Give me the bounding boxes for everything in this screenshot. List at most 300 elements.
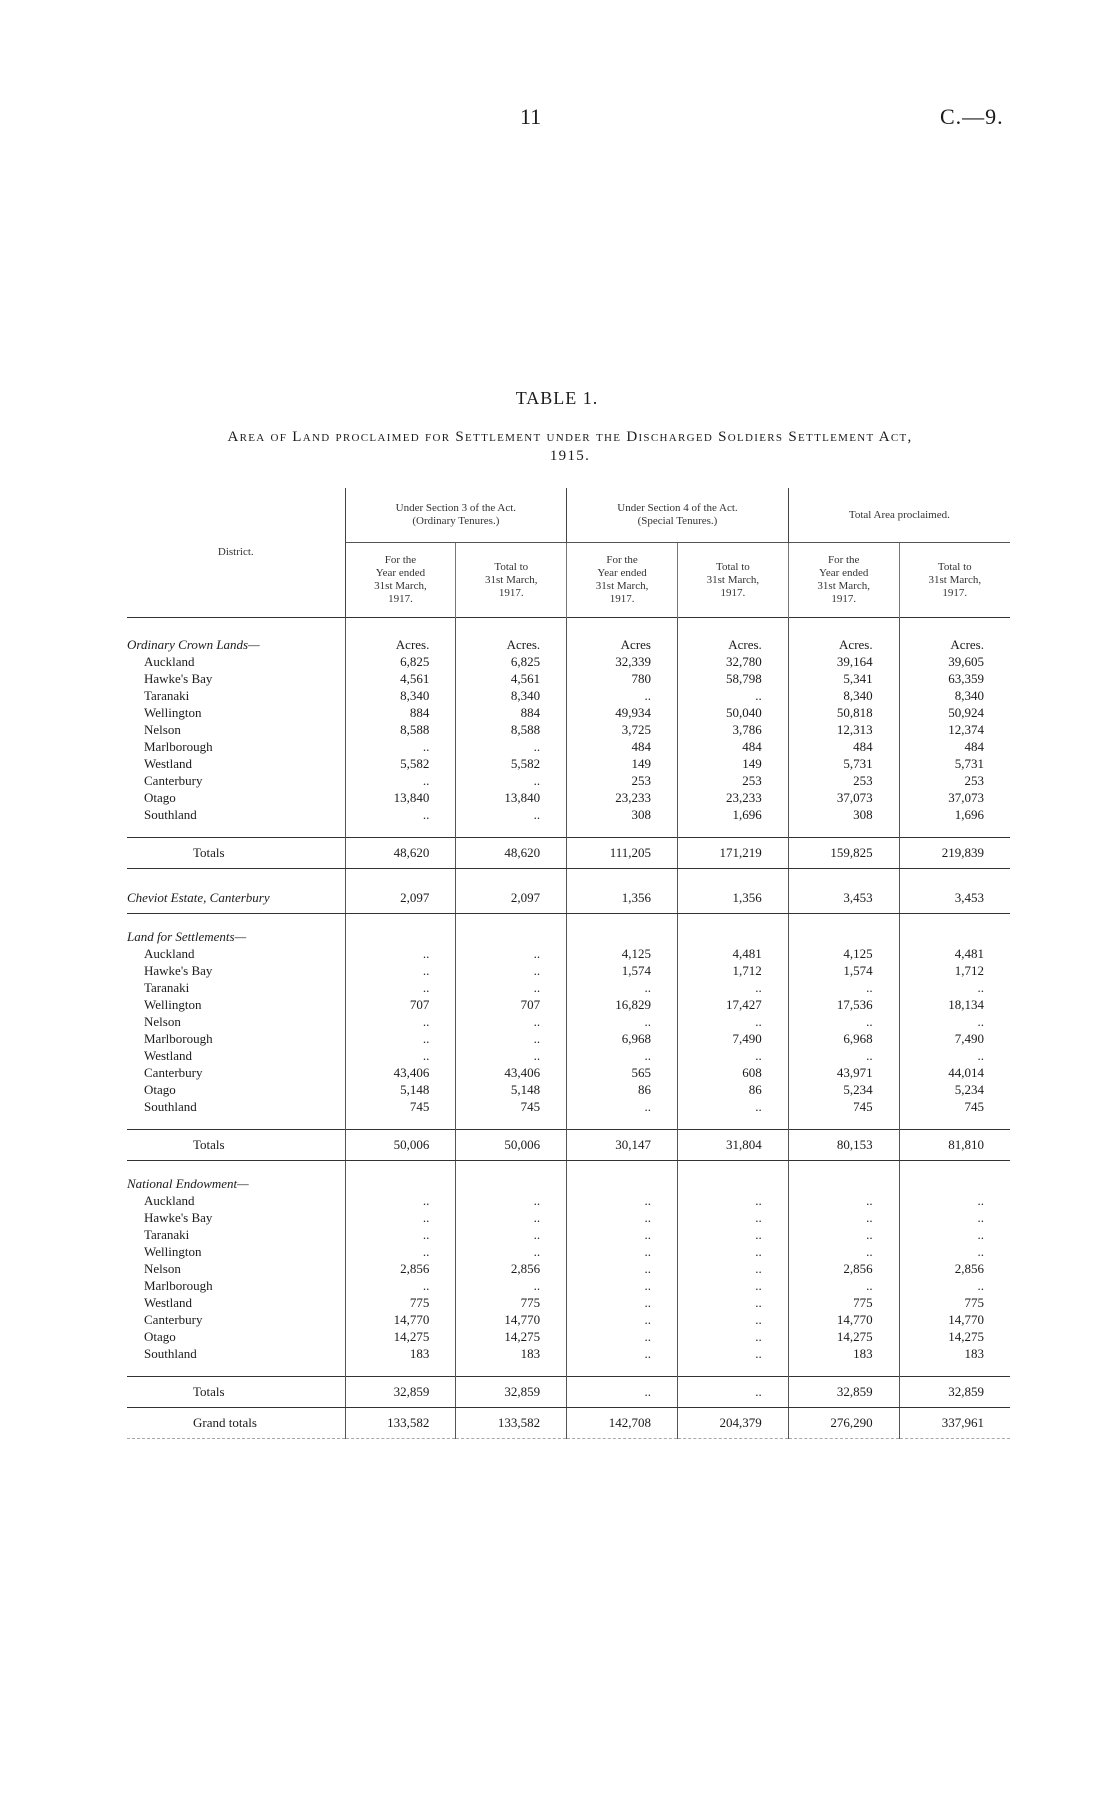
area-value: ..: [456, 1209, 567, 1226]
area-value: 484: [567, 738, 678, 755]
page-number: 11: [520, 104, 542, 129]
area-value: 707: [345, 996, 456, 1013]
district-column-header: District.: [127, 488, 345, 618]
area-value: ..: [677, 1294, 788, 1311]
area-value: 707: [456, 996, 567, 1013]
area-value: 3,786: [677, 721, 788, 738]
unit-label: Acres: [567, 618, 678, 654]
area-value: 32,339: [567, 653, 678, 670]
total-value: 50,006: [456, 1130, 567, 1161]
table-row: [127, 1345, 1010, 1362]
area-value: ..: [345, 1226, 456, 1243]
section-title: Ordinary Crown Lands—: [127, 637, 260, 652]
district-name: Taranaki: [144, 688, 190, 703]
group-header-section-3: Under Section 3 of the Act. (Ordinary Tenures.): [345, 488, 567, 543]
area-value: 17,427: [677, 996, 788, 1013]
total-value: 32,859: [788, 1377, 899, 1408]
area-value: ..: [899, 1013, 1010, 1030]
area-value: 43,406: [456, 1064, 567, 1081]
area-value: ..: [677, 1260, 788, 1277]
area-value: 2,856: [788, 1260, 899, 1277]
table-row: [127, 772, 1010, 789]
area-value: 183: [788, 1345, 899, 1362]
district-name: Taranaki: [144, 980, 190, 995]
area-value: ..: [456, 1013, 567, 1030]
district-name: Otago: [144, 1082, 176, 1097]
area-value: 183: [456, 1345, 567, 1362]
grand-total-value: 276,290: [788, 1408, 899, 1439]
area-value: ..: [567, 1243, 678, 1260]
section-heading-row: [127, 914, 1010, 946]
area-value: 14,770: [788, 1311, 899, 1328]
table-row: [127, 1311, 1010, 1328]
area-value: 13,840: [456, 789, 567, 806]
district-name: Nelson: [144, 722, 181, 737]
area-value: ..: [677, 1013, 788, 1030]
area-value: 13,840: [345, 789, 456, 806]
totals-label: Totals: [193, 1137, 225, 1152]
area-value: ..: [345, 1209, 456, 1226]
document-reference: C.—9.: [940, 104, 1004, 129]
table-row: [127, 979, 1010, 996]
area-value: ..: [677, 1311, 788, 1328]
total-value: 111,205: [567, 838, 678, 869]
district-name: Westland: [144, 1048, 193, 1063]
area-value: ..: [788, 1277, 899, 1294]
district-name: Otago: [144, 1329, 176, 1344]
area-value: ..: [899, 1243, 1010, 1260]
area-value: 4,125: [567, 945, 678, 962]
area-value: ..: [677, 1098, 788, 1115]
area-value: ..: [345, 1243, 456, 1260]
area-value: ..: [899, 1047, 1010, 1064]
area-value: 565: [567, 1064, 678, 1081]
area-value: 5,148: [345, 1081, 456, 1098]
area-value: 23,233: [677, 789, 788, 806]
area-value: 5,731: [788, 755, 899, 772]
district-name: Canterbury: [144, 1312, 203, 1327]
year-ended-header-2: For the Year ended 31st March, 1917.: [567, 543, 678, 618]
area-value: 1,356: [677, 883, 788, 914]
table-row: [127, 945, 1010, 962]
district-name: Auckland: [144, 946, 195, 961]
area-value: ..: [456, 772, 567, 789]
area-value: 745: [899, 1098, 1010, 1115]
total-value: 50,006: [345, 1130, 456, 1161]
area-value: 5,234: [788, 1081, 899, 1098]
unit-label: Acres.: [345, 618, 456, 654]
district-name: Southland: [144, 807, 197, 822]
district-name: Auckland: [144, 1193, 195, 1208]
total-value: 171,219: [677, 838, 788, 869]
area-value: ..: [788, 979, 899, 996]
total-value: ..: [677, 1377, 788, 1408]
area-value: ..: [567, 687, 678, 704]
grand-total-value: 133,582: [456, 1408, 567, 1439]
grand-totals-label: Grand totals: [193, 1415, 257, 1430]
grand-total-value: 337,961: [899, 1408, 1010, 1439]
area-value: ..: [456, 806, 567, 823]
total-value: 32,859: [456, 1377, 567, 1408]
table-row: [127, 1243, 1010, 1260]
area-value: ..: [677, 687, 788, 704]
table-row: [127, 1260, 1010, 1277]
area-value: 5,234: [899, 1081, 1010, 1098]
district-name: Taranaki: [144, 1227, 190, 1242]
area-value: ..: [345, 979, 456, 996]
area-value: ..: [345, 962, 456, 979]
total-to-header-2: Total to 31st March, 1917.: [677, 543, 788, 618]
area-value: 775: [456, 1294, 567, 1311]
area-value: 253: [567, 772, 678, 789]
district-name: Hawke's Bay: [144, 963, 213, 978]
area-value: 884: [456, 704, 567, 721]
total-value: 31,804: [677, 1130, 788, 1161]
area-value: 4,561: [345, 670, 456, 687]
district-name: Nelson: [144, 1261, 181, 1276]
total-value: 32,859: [345, 1377, 456, 1408]
area-value: ..: [567, 1277, 678, 1294]
table-row: [127, 687, 1010, 704]
area-value: 745: [788, 1098, 899, 1115]
area-value: ..: [567, 979, 678, 996]
area-value: ..: [345, 945, 456, 962]
table-row: [127, 1277, 1010, 1294]
area-value: 50,924: [899, 704, 1010, 721]
district-name: Auckland: [144, 654, 195, 669]
area-value: ..: [345, 806, 456, 823]
area-value: ..: [456, 738, 567, 755]
area-value: 2,856: [345, 1260, 456, 1277]
area-value: 14,275: [456, 1328, 567, 1345]
area-value: 12,374: [899, 721, 1010, 738]
district-name: Westland: [144, 1295, 193, 1310]
area-value: 484: [788, 738, 899, 755]
table-row: [127, 721, 1010, 738]
total-value: 219,839: [899, 838, 1010, 869]
area-value: ..: [345, 738, 456, 755]
unit-label: Acres.: [788, 618, 899, 654]
area-value: ..: [677, 1277, 788, 1294]
area-value: ..: [788, 1209, 899, 1226]
area-value: ..: [456, 1030, 567, 1047]
area-value: 1,574: [567, 962, 678, 979]
area-value: 37,073: [899, 789, 1010, 806]
area-value: 8,340: [345, 687, 456, 704]
area-value: 5,731: [899, 755, 1010, 772]
area-value: ..: [567, 1098, 678, 1115]
cheviot-estate-label: Cheviot Estate, Canterbury: [127, 890, 270, 905]
area-value: 3,725: [567, 721, 678, 738]
area-value: 308: [788, 806, 899, 823]
grand-total-value: 133,582: [345, 1408, 456, 1439]
area-value: ..: [345, 1277, 456, 1294]
area-value: 8,588: [456, 721, 567, 738]
area-value: ..: [567, 1226, 678, 1243]
unit-label: Acres.: [456, 618, 567, 654]
area-value: 2,856: [899, 1260, 1010, 1277]
area-value: ..: [899, 979, 1010, 996]
district-name: Southland: [144, 1099, 197, 1114]
area-value: ..: [567, 1294, 678, 1311]
area-value: 4,481: [677, 945, 788, 962]
group-header-section-4: Under Section 4 of the Act. (Special Tenures.): [567, 488, 789, 543]
area-value: 12,313: [788, 721, 899, 738]
area-value: 58,798: [677, 670, 788, 687]
area-value: ..: [677, 1047, 788, 1064]
area-value: ..: [677, 1209, 788, 1226]
table-row: [127, 806, 1010, 823]
section-title: National Endowment—: [127, 1176, 249, 1191]
area-value: 253: [899, 772, 1010, 789]
total-to-header-3: Total to 31st March, 1917.: [899, 543, 1010, 618]
area-value: 6,968: [788, 1030, 899, 1047]
table-row: [127, 1226, 1010, 1243]
land-area-table: [127, 488, 1010, 1439]
area-value: 884: [345, 704, 456, 721]
area-value: ..: [456, 962, 567, 979]
area-value: ..: [677, 1192, 788, 1209]
table-row: [127, 704, 1010, 721]
area-value: 43,971: [788, 1064, 899, 1081]
area-value: ..: [788, 1192, 899, 1209]
area-value: ..: [567, 1209, 678, 1226]
totals-row: [127, 1130, 1010, 1161]
unit-label: Acres.: [677, 618, 788, 654]
total-value: ..: [567, 1377, 678, 1408]
area-value: ..: [456, 1277, 567, 1294]
total-value: 30,147: [567, 1130, 678, 1161]
area-value: 484: [899, 738, 1010, 755]
area-value: 7,490: [899, 1030, 1010, 1047]
area-value: 1,696: [899, 806, 1010, 823]
area-value: 43,406: [345, 1064, 456, 1081]
district-name: Wellington: [144, 1244, 202, 1259]
area-value: ..: [677, 1345, 788, 1362]
area-value: 253: [677, 772, 788, 789]
table-row: [127, 789, 1010, 806]
area-value: 8,340: [788, 687, 899, 704]
area-value: 745: [345, 1098, 456, 1115]
table-row: [127, 1047, 1010, 1064]
table-row: [127, 670, 1010, 687]
area-value: 8,588: [345, 721, 456, 738]
table-caption: [130, 428, 1010, 466]
area-value: 49,934: [567, 704, 678, 721]
district-name: Hawke's Bay: [144, 671, 213, 686]
area-value: ..: [788, 1243, 899, 1260]
area-value: ..: [677, 1226, 788, 1243]
area-value: 183: [899, 1345, 1010, 1362]
area-value: ..: [567, 1345, 678, 1362]
area-value: 5,582: [456, 755, 567, 772]
area-value: ..: [677, 979, 788, 996]
table-row: [127, 962, 1010, 979]
area-value: 780: [567, 670, 678, 687]
area-value: 44,014: [899, 1064, 1010, 1081]
total-value: 32,859: [899, 1377, 1010, 1408]
district-name: Otago: [144, 790, 176, 805]
total-value: 48,620: [345, 838, 456, 869]
table-title: TABLE 1.: [515, 388, 599, 408]
area-value: 6,825: [456, 653, 567, 670]
area-value: ..: [456, 945, 567, 962]
table-row: [127, 738, 1010, 755]
cheviot-estate-row: [127, 883, 1010, 914]
area-value: 775: [788, 1294, 899, 1311]
table-row: [127, 1098, 1010, 1115]
area-value: ..: [456, 1047, 567, 1064]
area-value: 253: [788, 772, 899, 789]
area-value: 6,825: [345, 653, 456, 670]
area-value: 1,696: [677, 806, 788, 823]
area-value: 149: [677, 755, 788, 772]
table-row: [127, 1328, 1010, 1345]
area-value: ..: [456, 1192, 567, 1209]
area-value: 50,818: [788, 704, 899, 721]
area-value: 4,125: [788, 945, 899, 962]
area-value: 775: [899, 1294, 1010, 1311]
table-row: [127, 653, 1010, 670]
area-value: 37,073: [788, 789, 899, 806]
area-value: ..: [456, 979, 567, 996]
area-value: ..: [788, 1047, 899, 1064]
table-row: [127, 1294, 1010, 1311]
year-ended-header-1: For the Year ended 31st March, 1917.: [345, 543, 456, 618]
totals-row: [127, 838, 1010, 869]
area-value: 18,134: [899, 996, 1010, 1013]
area-value: 3,453: [788, 883, 899, 914]
table-row: [127, 1209, 1010, 1226]
area-value: 5,341: [788, 670, 899, 687]
area-value: 16,829: [567, 996, 678, 1013]
area-value: ..: [345, 772, 456, 789]
totals-label: Totals: [193, 1384, 225, 1399]
table-caption-line-1: Area of Land proclaimed for Settlement under the Discharged Soldiers Settlement Act,: [227, 429, 913, 445]
area-value: ..: [567, 1192, 678, 1209]
district-name: Canterbury: [144, 1065, 203, 1080]
area-value: ..: [345, 1030, 456, 1047]
unit-label: Acres.: [899, 618, 1010, 654]
area-value: 484: [677, 738, 788, 755]
area-value: 14,770: [899, 1311, 1010, 1328]
area-value: ..: [567, 1047, 678, 1064]
area-value: ..: [345, 1047, 456, 1064]
area-value: 1,712: [899, 962, 1010, 979]
area-value: ..: [899, 1192, 1010, 1209]
area-value: 4,561: [456, 670, 567, 687]
area-value: 5,582: [345, 755, 456, 772]
table-row: [127, 755, 1010, 772]
area-value: 1,712: [677, 962, 788, 979]
area-value: ..: [788, 1226, 899, 1243]
area-value: 5,148: [456, 1081, 567, 1098]
district-name: Marlborough: [144, 739, 213, 754]
table-row: [127, 1081, 1010, 1098]
area-value: 775: [345, 1294, 456, 1311]
area-value: 17,536: [788, 996, 899, 1013]
table-row: [127, 1030, 1010, 1047]
district-name: Canterbury: [144, 773, 203, 788]
area-value: 14,770: [345, 1311, 456, 1328]
area-value: 23,233: [567, 789, 678, 806]
totals-label: Totals: [193, 845, 225, 860]
area-value: 50,040: [677, 704, 788, 721]
area-value: 4,481: [899, 945, 1010, 962]
area-value: 86: [677, 1081, 788, 1098]
area-value: ..: [456, 1243, 567, 1260]
grand-totals-row: [127, 1408, 1010, 1439]
section-heading-row: [127, 618, 1010, 654]
area-value: 14,275: [788, 1328, 899, 1345]
area-value: 608: [677, 1064, 788, 1081]
district-name: Marlborough: [144, 1278, 213, 1293]
area-value: 32,780: [677, 653, 788, 670]
area-value: 745: [456, 1098, 567, 1115]
area-value: 39,164: [788, 653, 899, 670]
total-value: 81,810: [899, 1130, 1010, 1161]
area-value: ..: [567, 1311, 678, 1328]
area-value: 149: [567, 755, 678, 772]
section-title: Land for Settlements—: [127, 929, 247, 944]
table-row: [127, 1064, 1010, 1081]
table-row: [127, 1192, 1010, 1209]
area-value: 1,356: [567, 883, 678, 914]
district-name: Westland: [144, 756, 193, 771]
district-name: Wellington: [144, 705, 202, 720]
area-value: 3,453: [899, 883, 1010, 914]
total-value: 80,153: [788, 1130, 899, 1161]
year-ended-header-3: For the Year ended 31st March, 1917.: [788, 543, 899, 618]
district-name: Nelson: [144, 1014, 181, 1029]
table-row: [127, 996, 1010, 1013]
table-row: [127, 1013, 1010, 1030]
area-value: 308: [567, 806, 678, 823]
area-value: ..: [567, 1328, 678, 1345]
area-value: ..: [899, 1277, 1010, 1294]
table-caption-line-2: 1915.: [549, 448, 591, 464]
area-value: ..: [899, 1209, 1010, 1226]
district-name: Southland: [144, 1346, 197, 1361]
grand-total-value: 142,708: [567, 1408, 678, 1439]
district-name: Wellington: [144, 997, 202, 1012]
area-value: 2,856: [456, 1260, 567, 1277]
area-value: ..: [899, 1226, 1010, 1243]
area-value: ..: [456, 1226, 567, 1243]
total-to-header-1: Total to 31st March, 1917.: [456, 543, 567, 618]
area-value: 6,968: [567, 1030, 678, 1047]
area-value: 2,097: [345, 883, 456, 914]
grand-total-value: 204,379: [677, 1408, 788, 1439]
area-value: 1,574: [788, 962, 899, 979]
area-value: ..: [345, 1192, 456, 1209]
area-value: 8,340: [899, 687, 1010, 704]
area-value: 39,605: [899, 653, 1010, 670]
area-value: ..: [567, 1013, 678, 1030]
section-heading-row: [127, 1161, 1010, 1193]
total-value: 48,620: [456, 838, 567, 869]
area-value: 14,770: [456, 1311, 567, 1328]
area-value: 86: [567, 1081, 678, 1098]
area-value: 8,340: [456, 687, 567, 704]
district-name: Marlborough: [144, 1031, 213, 1046]
group-header-total: Total Area proclaimed.: [788, 488, 1010, 543]
totals-row: [127, 1377, 1010, 1408]
area-value: ..: [677, 1328, 788, 1345]
area-value: ..: [677, 1243, 788, 1260]
area-value: 183: [345, 1345, 456, 1362]
area-value: ..: [567, 1260, 678, 1277]
